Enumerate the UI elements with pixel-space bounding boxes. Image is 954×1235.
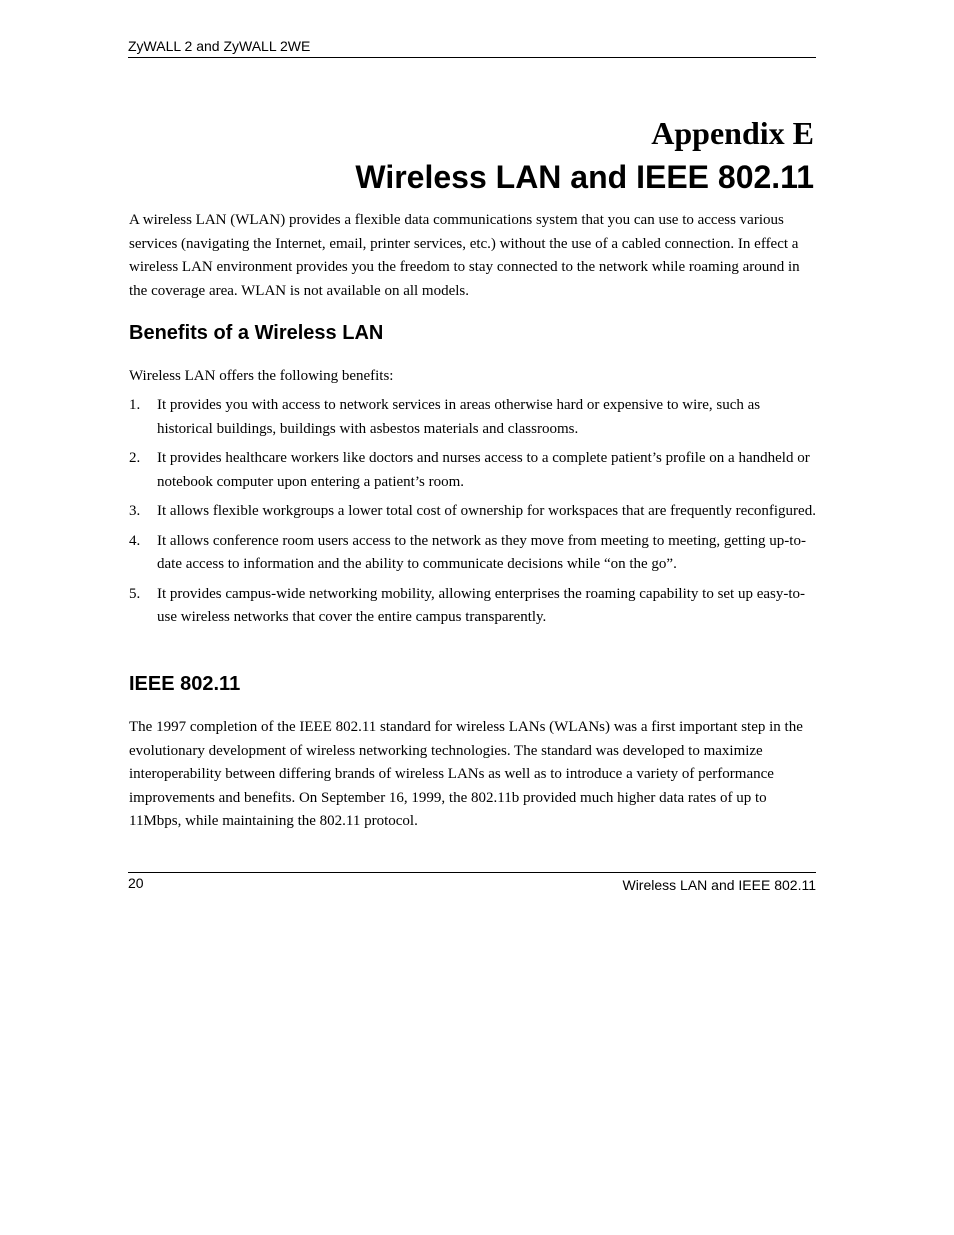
list-item: [129, 530, 817, 577]
section-heading-benefits: Benefits of a Wireless LAN: [129, 322, 384, 344]
list-item: [129, 583, 817, 630]
running-header: [128, 37, 816, 58]
list-item-number: 1.: [129, 397, 141, 413]
list-item-text: It provides healthcare workers like doctors and nurses access to a complete patient’s profile on a handheld or notebook computer upon entering a patient’s room.: [157, 450, 810, 490]
list-item-number: 3.: [129, 503, 141, 519]
footer-section-title: Wireless LAN and IEEE 802.11: [622, 877, 816, 893]
list-item-number: 5.: [129, 585, 141, 602]
header-product-name: ZyWALL 2 and ZyWALL 2WE: [128, 38, 311, 54]
appendix-title-block: [128, 113, 814, 199]
ieee-paragraph: The 1997 completion of the IEEE 802.11 standard for wireless LANs (WLANs) was a first important step in the evolutionary development of wireless networking technologies. The standard was developed to maximize interoperability between differing brands of wireless LANs as well as to introduce a variety of performance improvements and benefits. On September 16, 1999, the 802.11b provided much higher data rates of up to 11Mbps, while maintaining the 802.11 protocol.: [129, 719, 803, 829]
page-number: 20: [128, 875, 144, 891]
list-item: [129, 447, 817, 494]
appendix-label: Appendix E: [651, 115, 814, 151]
intro-paragraph: A wireless LAN (WLAN) provides a flexible data communications system that you can use to access various services (navigating the Internet, email, printer services, etc.) without the use of a cabled connection. In effect a wireless LAN environment provides you the freedom to stay connected to the network while roaming around in the coverage area. WLAN is not available on all models.: [129, 212, 800, 299]
list-item-text: It allows flexible workgroups a lower total cost of ownership for workspaces that are frequently reconfigured.: [157, 503, 816, 519]
list-item-text: It provides campus-wide networking mobility, allowing enterprises the roaming capability to set up easy-to-use wireless networks that cover the entire campus transparently.: [157, 585, 806, 625]
benefits-list: [129, 394, 817, 636]
list-item-number: 4.: [129, 532, 141, 549]
list-item: [129, 500, 817, 524]
list-item-text: It allows conference room users access to the network as they move from meeting to meeting, getting up-to-date access to information and the ability to communicate decisions while “on the go”.: [157, 532, 806, 572]
list-item-text: It provides you with access to network services in areas otherwise hard or expensive to wire, such as historical buildings, buildings with asbestos materials and classrooms.: [157, 397, 761, 437]
list-item: [129, 394, 817, 441]
section-heading-ieee: IEEE 802.11: [129, 673, 241, 695]
list-item-number: 2.: [129, 450, 141, 466]
running-footer: [128, 872, 816, 895]
benefits-intro: Wireless LAN offers the following benefits:: [129, 368, 394, 384]
appendix-title: Wireless LAN and IEEE 802.11: [355, 159, 814, 195]
